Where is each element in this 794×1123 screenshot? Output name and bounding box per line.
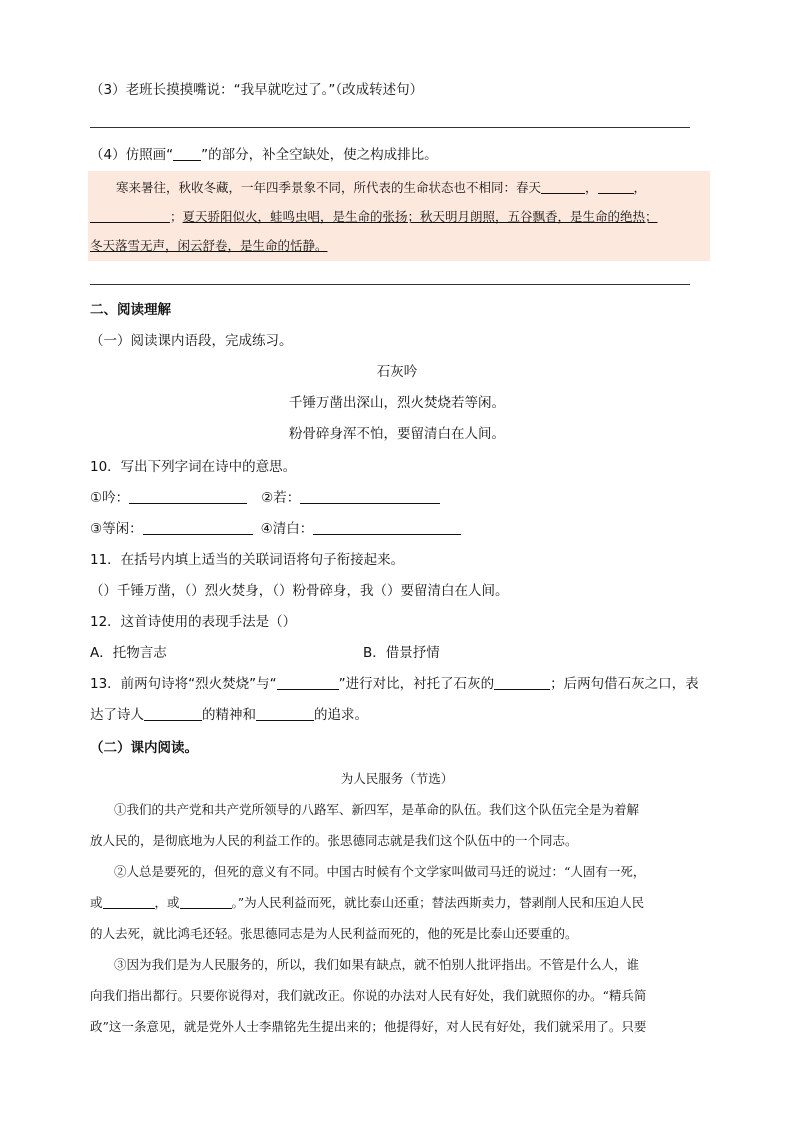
q11-sentence: （）千锤万凿，（）烈火焚身，（）粉骨碎身，我（）要留清白在人间。 [90,583,509,599]
q3-prompt: （3）老班长摸摸嘴说：“我早就吃过了。”（改成转述句） [90,82,424,98]
paragraph-2-line-1: ②人总是要死的，但死的意义有不同。中国古时候有个文学家叫做司马迁的说过：“人固有一死， [114,864,646,879]
spring-blank-3[interactable] [90,208,170,223]
q4-answer-line[interactable] [90,284,690,285]
q12-option-b[interactable]: B．借景抒情 [363,645,440,661]
paragraph-1-line-2: 放人民的，是彻底地为人民的利益工作的。张思德同志就是我们这个队伍中的一个同志。 [90,833,578,848]
q13-blank-3[interactable] [144,706,202,721]
paragraph-3-line-1: ③因为我们是为人民服务的，所以，我们如果有缺点，就不怕别人批评指出。不管是什么人，谁 [114,957,640,972]
q13-blank-2[interactable] [494,675,550,690]
q12-option-a[interactable]: A．托物言志 [90,645,167,661]
q10-row-1: ①吟： ②若： [90,488,440,508]
q12-prompt: 12．这首诗使用的表现手法是（） [90,614,297,630]
box-line-1: 寒来暑往，秋收冬藏，一年四季景象不同，所代表的生命状态也不相同：春天 ， ， [116,180,647,195]
q10-row-2: ③等闲： ④清白： [90,519,461,539]
paragraph-1-line-1: ①我们的共产党和共产党所领导的八路军、新四军，是革命的队伍。我们这个队伍完全是为着解 [114,802,640,817]
q10-blank-4[interactable] [313,520,461,535]
p2-blank-1[interactable] [103,894,155,909]
q11-prompt: 11．在括号内填上适当的关联词语将句子衔接起来。 [90,552,405,568]
q10-prompt: 10．写出下列字词在诗中的意思。 [90,459,297,475]
q4-prompt: （4）仿照画“ ”的部分，补全空缺处，使之构成排比。 [90,147,438,163]
paragraph-3-line-2: 向我们指出都行。只要你说得对，我们就改正。你说的办法对人民有好处，我们就照你的办。“精兵简 [90,988,647,1003]
q13-line-2: 达了诗人 的精神和 的追求。 [90,707,368,723]
box-line-2: ；夏天骄阳似火，蛙鸣虫唱，是生命的张扬；秋天明月朗照，五谷飘香，是生命的绝热； [90,207,658,227]
q10-blank-2[interactable] [300,489,440,504]
part1-instruction: （一）阅读课内语段，完成练习。 [90,333,293,349]
q3-answer-line[interactable] [90,127,690,128]
paragraph-2-line-2: 或 ，或 。”为人民利益而死，就比泰山还重；替法西斯卖力，替剥削人民和压迫人民 [90,895,645,910]
q10-blank-3[interactable] [143,520,253,535]
q10-blank-1[interactable] [129,489,247,504]
poem-line-1: 千锤万凿出深山，烈火焚烧若等闲。 [289,395,505,411]
q13-blank-1[interactable] [277,675,339,690]
spring-blank-1[interactable] [541,179,585,194]
paragraph-3-line-3: 政”这一条意见，就是党外人士李鼎铭先生提出来的；他提得好，对人民有好处，我们就采用了。只要 [90,1019,647,1034]
p2-blank-2[interactable] [180,894,232,909]
part2-heading: （二）课内阅读。 [90,740,198,756]
poem-line-2: 粉骨碎身浑不怕，要留清白在人间。 [289,426,505,442]
q13-line-1: 13．前两句诗将“烈火焚烧”与“ ”进行对比，衬托了石灰的 ；后两句借石灰之口，表 [90,676,699,692]
q13-blank-4[interactable] [256,706,314,721]
section-heading: 二、阅读理解 [90,302,171,318]
spring-blank-2[interactable] [598,179,634,194]
underline-sample [173,146,201,161]
paragraph-2-line-3: 的人去死，就比鸿毛还轻。张思德同志是为人民利益而死的，他的死是比泰山还要重的。 [90,926,578,941]
article-title: 为人民服务（节选） [340,771,454,786]
poem-title: 石灰吟 [376,364,418,380]
box-line-3: 冬天落雪无声，闲云舒卷，是生命的恬静。 [90,238,328,253]
